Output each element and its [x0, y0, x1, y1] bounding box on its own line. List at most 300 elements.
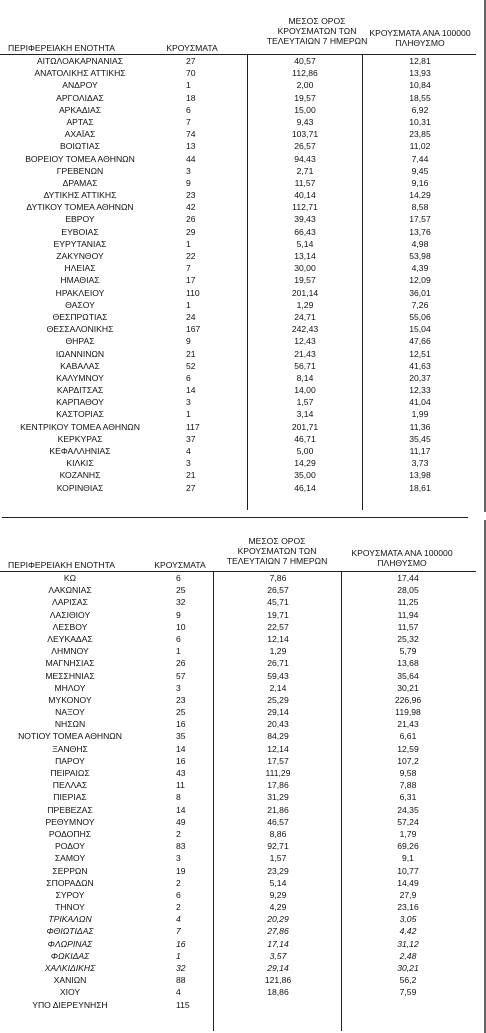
cell-avg: 56,71	[294, 360, 316, 371]
table-row	[0, 913, 476, 925]
table-row	[0, 384, 476, 396]
cell-region: ΛΗΜΝΟΥ	[51, 646, 89, 657]
table-row	[0, 408, 476, 420]
table-row	[0, 457, 476, 469]
cell-avg: 29,14	[267, 963, 289, 973]
cell-avg: 26,71	[267, 658, 289, 669]
table-row	[0, 226, 476, 238]
cell-cases: 6	[176, 889, 181, 900]
table-body-1	[0, 55, 476, 494]
cell-region: ΠΑΡΟΥ	[55, 755, 85, 766]
table-row	[0, 828, 476, 840]
cell-cases: 3	[186, 458, 191, 469]
table-row	[0, 816, 476, 828]
cell-region: ΛΑΡΙΣΑΣ	[52, 597, 88, 608]
cell-cases: 43	[176, 768, 186, 778]
table-row	[0, 852, 476, 864]
header-avg-line3: ΤΕΛΕΥΤΑΙΩΝ 7 ΗΜΕΡΩΝ	[266, 36, 368, 46]
cell-cases: 25	[176, 585, 186, 596]
table-row	[0, 840, 476, 852]
cell-avg: 27,86	[267, 926, 289, 937]
cell-region: ΛΑΣΙΘΙΟΥ	[49, 609, 91, 620]
cell-per: 8,58	[411, 202, 429, 213]
table-panel-2	[0, 520, 486, 1033]
cell-per: 11,94	[397, 609, 419, 620]
cell-avg: 12,14	[267, 743, 289, 754]
table-row	[0, 804, 476, 816]
cell-region: ΙΩΑΝΝΙΝΩΝ	[55, 348, 105, 359]
table-row	[0, 743, 476, 755]
cell-cases: 32	[176, 597, 186, 608]
header-per-line2: ΠΛΗΘΥΣΜΟ	[377, 558, 427, 568]
cell-avg: 13,14	[294, 251, 316, 261]
cell-per: 17,44	[397, 573, 419, 583]
cell-region: ΗΛΕΙΑΣ	[64, 263, 96, 274]
table-row	[0, 755, 476, 767]
cell-cases: 7	[176, 926, 181, 937]
table-row	[0, 433, 476, 445]
cell-avg: 121,86	[264, 975, 292, 986]
cell-avg: 112,71	[292, 202, 318, 213]
table-row	[0, 986, 476, 998]
cell-per: 13,93	[409, 68, 431, 79]
cell-per: 4,98	[411, 238, 429, 249]
cell-per: 11,36	[409, 421, 431, 432]
cell-avg: 12,43	[294, 336, 316, 347]
cell-cases: 6	[186, 372, 191, 383]
cell-region: ΠΕΛΛΑΣ	[52, 780, 88, 791]
cell-cases: 10	[176, 621, 186, 632]
cell-per: 11,02	[409, 141, 431, 152]
cell-per: 13,76	[409, 226, 431, 237]
cell-cases: 7	[186, 116, 191, 127]
cell-region: ΣΕΡΡΩΝ	[52, 865, 88, 876]
cell-avg: 26,57	[294, 141, 316, 152]
cell-avg: 5,14	[269, 877, 287, 888]
table-row	[0, 925, 476, 937]
cell-per: 12,51	[409, 348, 431, 359]
table-row	[0, 104, 476, 116]
cell-avg: 201,14	[291, 287, 319, 298]
cell-region: ΡΟΔΟΥ	[55, 841, 85, 852]
cell-cases: 21	[186, 348, 196, 359]
cell-avg: 201,71	[291, 421, 319, 432]
cell-avg: 29,14	[267, 707, 289, 718]
cell-cases: 6	[176, 573, 181, 583]
cell-region: ΣΑΜΟΥ	[54, 853, 86, 864]
cell-avg: 2,71	[296, 165, 314, 176]
table-row	[0, 445, 476, 457]
cell-per: 9,58	[399, 768, 417, 778]
cell-per: 56,2	[399, 975, 417, 986]
cell-avg: 1,57	[269, 853, 287, 864]
cell-cases: 16	[176, 719, 186, 730]
cell-region: ΚΕΦΑΛΛΗΝΙΑΣ	[49, 446, 111, 456]
cell-cases: 11	[176, 780, 185, 791]
cell-avg: 112,86	[292, 68, 318, 79]
panel-separator	[0, 512, 486, 520]
cell-cases: 16	[176, 755, 186, 766]
cell-avg: 30,00	[294, 263, 316, 274]
cell-avg: 31,29	[267, 792, 289, 803]
table-row	[0, 140, 476, 152]
cell-avg: 46,14	[294, 482, 316, 493]
cell-avg: 12,14	[267, 633, 289, 644]
cell-region: ΚΟΖΑΝΗΣ	[59, 470, 101, 481]
table-row	[0, 311, 476, 323]
cell-cases: 29	[186, 226, 196, 237]
table-row	[0, 335, 476, 347]
cell-cases: 3	[176, 853, 181, 864]
table-row	[0, 250, 476, 262]
header-avg	[222, 536, 332, 566]
cell-region: ΜΗΛΟΥ	[54, 682, 86, 693]
cell-per: 31,12	[397, 938, 419, 949]
cell-cases: 4	[186, 446, 191, 456]
table-row	[0, 372, 476, 384]
cell-cases: 3	[176, 682, 181, 693]
cell-cases: 52	[186, 360, 196, 371]
cell-per: 12,81	[409, 56, 431, 66]
cell-region: ΕΥΡΥΤΑΝΙΑΣ	[53, 238, 107, 249]
cell-cases: 42	[186, 202, 196, 213]
cell-region: ΒΟΙΩΤΙΑΣ	[60, 141, 100, 152]
cell-region: ΤΡΙΚΑΛΩΝ	[48, 914, 92, 925]
cell-region: ΚΟΡΙΝΘΙΑΣ	[56, 482, 104, 493]
cell-region: ΜΑΓΝΗΣΙΑΣ	[45, 658, 95, 669]
cell-region: ΚΑΛΥΜΝΟΥ	[56, 372, 104, 383]
table-row	[0, 128, 476, 140]
cell-per: 11,57	[397, 621, 419, 632]
cell-cases: 110	[186, 287, 200, 298]
cell-per: 47,66	[409, 336, 431, 347]
header-avg-line2: ΚΡΟΥΣΜΑΤΩΝ ΤΩΝ	[237, 546, 317, 556]
cell-cases: 17	[186, 275, 196, 286]
header-per-line1: ΚΡΟΥΣΜΑΤΑ ΑΝΑ 100000	[369, 28, 471, 38]
cell-region: ΚΑΒΑΛΑΣ	[60, 360, 100, 371]
cell-avg: 15,00	[294, 104, 316, 115]
cell-per: 20,37	[409, 372, 431, 383]
cell-avg: 8,14	[296, 372, 314, 383]
table-row	[0, 238, 476, 250]
cell-cases: 18	[186, 92, 196, 103]
table-row	[0, 116, 476, 128]
cell-per: 7,44	[411, 153, 429, 164]
table-row	[0, 360, 476, 372]
table-row	[0, 962, 476, 974]
cell-avg: 1,29	[296, 299, 314, 310]
table-row	[0, 287, 476, 299]
cell-per: 9,1	[402, 853, 414, 864]
cell-per: 30,21	[397, 963, 419, 973]
table-row	[0, 609, 476, 621]
cell-avg: 5,14	[296, 238, 314, 249]
cell-per: 35,45	[409, 433, 431, 444]
cell-cases: 26	[186, 214, 196, 225]
cell-per: 14,49	[397, 877, 419, 888]
table-row	[0, 153, 476, 165]
cell-region: ΦΩΚΙΔΑΣ	[50, 950, 90, 961]
cell-per: 11,25	[397, 597, 419, 608]
cell-region: ΠΙΕΡΙΑΣ	[53, 792, 87, 803]
cell-cases: 26	[176, 658, 186, 669]
cell-cases: 16	[176, 938, 186, 949]
cell-cases: 3	[186, 165, 191, 176]
cell-cases: 117	[186, 421, 200, 432]
cell-per: 4,39	[411, 263, 429, 274]
table-row	[0, 201, 476, 213]
header-avg	[262, 16, 372, 46]
cell-cases: 23	[176, 694, 186, 705]
table-row	[0, 670, 476, 682]
cell-per: 226,96	[394, 694, 422, 705]
cell-avg: 45,71	[267, 597, 289, 608]
cell-avg: 5,00	[296, 446, 314, 456]
cell-per: 12,09	[409, 275, 431, 286]
table-row	[0, 67, 476, 79]
cell-cases: 6	[186, 104, 191, 115]
cell-per: 13,68	[397, 658, 419, 669]
cell-per: 13,98	[409, 470, 431, 481]
cell-per: 10,77	[397, 865, 419, 876]
cell-region: ΘΑΣΟΥ	[65, 299, 95, 310]
cell-per: 18,55	[409, 92, 431, 103]
cell-per: 17,57	[409, 214, 431, 225]
cell-region: ΜΕΣΣΗΝΙΑΣ	[45, 670, 95, 681]
cell-cases: 88	[176, 975, 186, 986]
cell-region: ΜΥΚΟΝΟΥ	[48, 694, 92, 705]
cell-cases: 37	[186, 433, 196, 444]
cell-per: 6,61	[399, 731, 417, 742]
cell-region: ΚΑΡΔΙΤΣΑΣ	[56, 385, 104, 396]
cell-per: 6,31	[399, 792, 417, 803]
cell-avg: 2,00	[296, 80, 314, 91]
cell-avg: 46,57	[267, 816, 289, 827]
cell-cases: 27	[186, 56, 196, 66]
cell-cases: 6	[176, 633, 181, 644]
table-row	[0, 730, 476, 742]
table-row	[0, 779, 476, 791]
cell-per: 14,29	[409, 190, 431, 201]
table-row	[0, 974, 476, 986]
cell-cases: 35	[176, 731, 186, 742]
cell-avg: 66,43	[294, 226, 316, 237]
cell-region: ΘΕΣΣΑΛΟΝΙΚΗΣ	[46, 324, 114, 335]
table-row	[0, 572, 476, 584]
cell-per: 30,21	[397, 682, 419, 693]
cell-avg: 94,43	[294, 153, 316, 164]
header-avg-line3: ΤΕΛΕΥΤΑΙΩΝ 7 ΗΜΕΡΩΝ	[226, 556, 328, 566]
cell-avg: 9,43	[296, 116, 314, 127]
cell-per: 9,45	[411, 165, 429, 176]
cell-avg: 40,14	[294, 190, 316, 201]
cell-avg: 4,29	[269, 902, 287, 913]
cell-avg: 20,43	[267, 719, 289, 730]
table-row	[0, 213, 476, 225]
cell-per: 41,63	[409, 360, 431, 371]
cell-region: ΑΝΔΡΟΥ	[62, 80, 98, 91]
cell-cases: 83	[176, 841, 186, 852]
table-row	[0, 92, 476, 104]
table-row	[0, 189, 476, 201]
header-per-line2: ΠΛΗΘΥΣΜΟ	[395, 38, 445, 48]
cell-cases: 74	[186, 129, 196, 140]
cell-avg: 21,43	[294, 348, 316, 359]
table-panel-1	[0, 0, 486, 512]
table-row	[0, 999, 476, 1011]
table-row	[0, 274, 476, 286]
cell-cases: 1	[186, 238, 191, 249]
cell-per: 53,98	[409, 251, 431, 261]
cell-per: 24,35	[397, 804, 419, 815]
cell-cases: 14	[176, 743, 186, 754]
cell-avg: 92,71	[267, 841, 289, 852]
cell-avg: 11,57	[294, 177, 316, 188]
cell-per: 18,61	[409, 482, 431, 493]
cell-avg: 103,71	[291, 129, 319, 140]
cell-cases: 22	[186, 251, 196, 261]
header-per-100000	[364, 28, 476, 48]
cell-region: ΑΝΑΤΟΛΙΚΗΣ ΑΤΤΙΚΗΣ	[34, 68, 126, 79]
cell-avg: 20,29	[267, 914, 289, 925]
cell-avg: 21,86	[267, 804, 289, 815]
cell-cases: 24	[186, 311, 196, 322]
cell-per: 5,79	[399, 646, 417, 657]
table-row	[0, 621, 476, 633]
table-row	[0, 421, 476, 433]
table-row	[0, 262, 476, 274]
table-row	[0, 348, 476, 360]
cell-per: 7,59	[399, 987, 417, 998]
cell-region: ΠΡΕΒΕΖΑΣ	[47, 804, 93, 815]
cell-region: ΔΡΑΜΑΣ	[62, 177, 98, 188]
table-row	[0, 55, 476, 67]
cell-region: ΗΜΑΘΙΑΣ	[60, 275, 100, 286]
table-row	[0, 938, 476, 950]
cell-per: 1,79	[399, 828, 417, 839]
cell-region: ΣΥΡΟΥ	[55, 889, 85, 900]
cell-avg: 22,57	[267, 621, 289, 632]
cell-cases: 14	[186, 385, 196, 396]
table-row	[0, 596, 476, 608]
header-region: ΠΕΡΙΦΕΡΕΙΑΚΗ ΕΝΟΤΗΤΑ	[8, 560, 115, 570]
cell-cases: 115	[176, 999, 190, 1010]
table-row	[0, 694, 476, 706]
cell-per: 4,42	[399, 926, 417, 937]
table-row	[0, 299, 476, 311]
cell-region: ΖΑΚΥΝΘΟΥ	[56, 251, 104, 261]
cell-region: ΡΕΘΥΜΝΟΥ	[45, 816, 95, 827]
cell-cases: 4	[176, 987, 181, 998]
cell-avg: 17,57	[267, 755, 289, 766]
cell-region: ΡΟΔΟΠΗΣ	[48, 828, 92, 839]
cell-region: ΚΕΡΚΥΡΑΣ	[57, 433, 103, 444]
cell-per: 41,04	[409, 397, 431, 408]
cell-region: ΑΡΚΑΔΙΑΣ	[58, 104, 102, 115]
cell-region: ΘΕΣΠΡΩΤΙΑΣ	[52, 311, 108, 322]
cell-per: 23,85	[409, 129, 431, 140]
cell-cases: 1	[186, 409, 191, 420]
table-row	[0, 79, 476, 91]
cell-avg: 111,29	[265, 768, 291, 778]
table-row	[0, 767, 476, 779]
header-region: ΠΕΡΙΦΕΡΕΙΑΚΗ ΕΝΟΤΗΤΑ	[8, 43, 115, 53]
cell-per: 12,33	[409, 385, 431, 396]
table-row	[0, 657, 476, 669]
cell-region: ΚΑΡΠΑΘΟΥ	[56, 397, 104, 408]
table-row	[0, 718, 476, 730]
cell-avg: 8,86	[269, 828, 287, 839]
cell-avg: 3,14	[296, 409, 314, 420]
cell-per: 57,24	[397, 816, 419, 827]
cell-region: ΚΙΛΚΙΣ	[66, 458, 94, 469]
header-cases: ΚΡΟΥΣΜΑΤΑ	[166, 43, 218, 53]
cell-avg: 18,86	[267, 987, 289, 998]
cell-avg: 14,00	[294, 385, 316, 396]
table-row	[0, 177, 476, 189]
cell-per: 1,99	[411, 409, 429, 420]
cell-per: 10,31	[409, 116, 431, 127]
cell-per: 36,01	[409, 287, 431, 298]
cell-avg: 7,86	[269, 573, 287, 583]
cell-cases: 13	[186, 141, 196, 152]
cell-cases: 4	[176, 914, 181, 925]
table-row	[0, 865, 476, 877]
cell-per: 69,26	[397, 841, 419, 852]
cell-per: 27,9	[399, 889, 417, 900]
table-row	[0, 682, 476, 694]
cell-region: ΑΙΤΩΛΟΑΚΑΡΝΑΝΙΑΣ	[36, 56, 124, 66]
cell-per: 119,98	[395, 707, 421, 718]
cell-region: ΓΡΕΒΕΝΩΝ	[56, 165, 104, 176]
cell-region: ΚΕΝΤΡΙΚΟΥ ΤΟΜΕΑ ΑΘΗΝΩΝ	[20, 421, 140, 432]
cell-avg: 19,57	[294, 92, 316, 103]
cell-avg: 17,86	[267, 780, 289, 791]
cell-region: ΣΠΟΡΑΔΩΝ	[46, 877, 94, 888]
cell-per: 7,26	[411, 299, 429, 310]
cell-per: 107,2	[397, 755, 419, 766]
cell-cases: 23	[186, 190, 196, 201]
cell-region: ΝΗΣΩΝ	[54, 719, 86, 730]
cell-region: ΛΕΣΒΟΥ	[52, 621, 88, 632]
cell-avg: 9,29	[269, 889, 287, 900]
cell-per: 23,16	[397, 902, 419, 913]
cell-region: ΧΙΟΥ	[59, 987, 81, 998]
cell-region: ΗΡΑΚΛΕΙΟΥ	[55, 287, 105, 298]
cell-avg: 19,57	[294, 275, 316, 286]
cell-avg: 1,57	[296, 397, 314, 408]
cell-avg: 1,29	[269, 646, 287, 657]
table-row	[0, 901, 476, 913]
cell-cases: 57	[176, 670, 186, 681]
cell-cases: 44	[186, 153, 196, 164]
cell-avg: 84,29	[267, 731, 289, 742]
cell-per: 7,88	[399, 780, 417, 791]
cell-cases: 9	[186, 177, 191, 188]
cell-region: ΕΒΡΟΥ	[65, 214, 95, 225]
cell-region: ΦΘΙΩΤΙΔΑΣ	[46, 926, 94, 937]
cell-cases: 25	[176, 707, 186, 718]
cell-cases: 2	[176, 877, 181, 888]
table-row	[0, 950, 476, 962]
table-row	[0, 396, 476, 408]
cell-cases: 9	[186, 336, 191, 347]
cell-cases: 8	[176, 792, 181, 803]
cell-region: ΞΑΝΘΗΣ	[52, 743, 88, 754]
cell-per: 2,48	[399, 950, 417, 961]
cell-per: 3,05	[399, 914, 417, 925]
cell-region: ΛΕΥΚΑΔΑΣ	[47, 633, 93, 644]
